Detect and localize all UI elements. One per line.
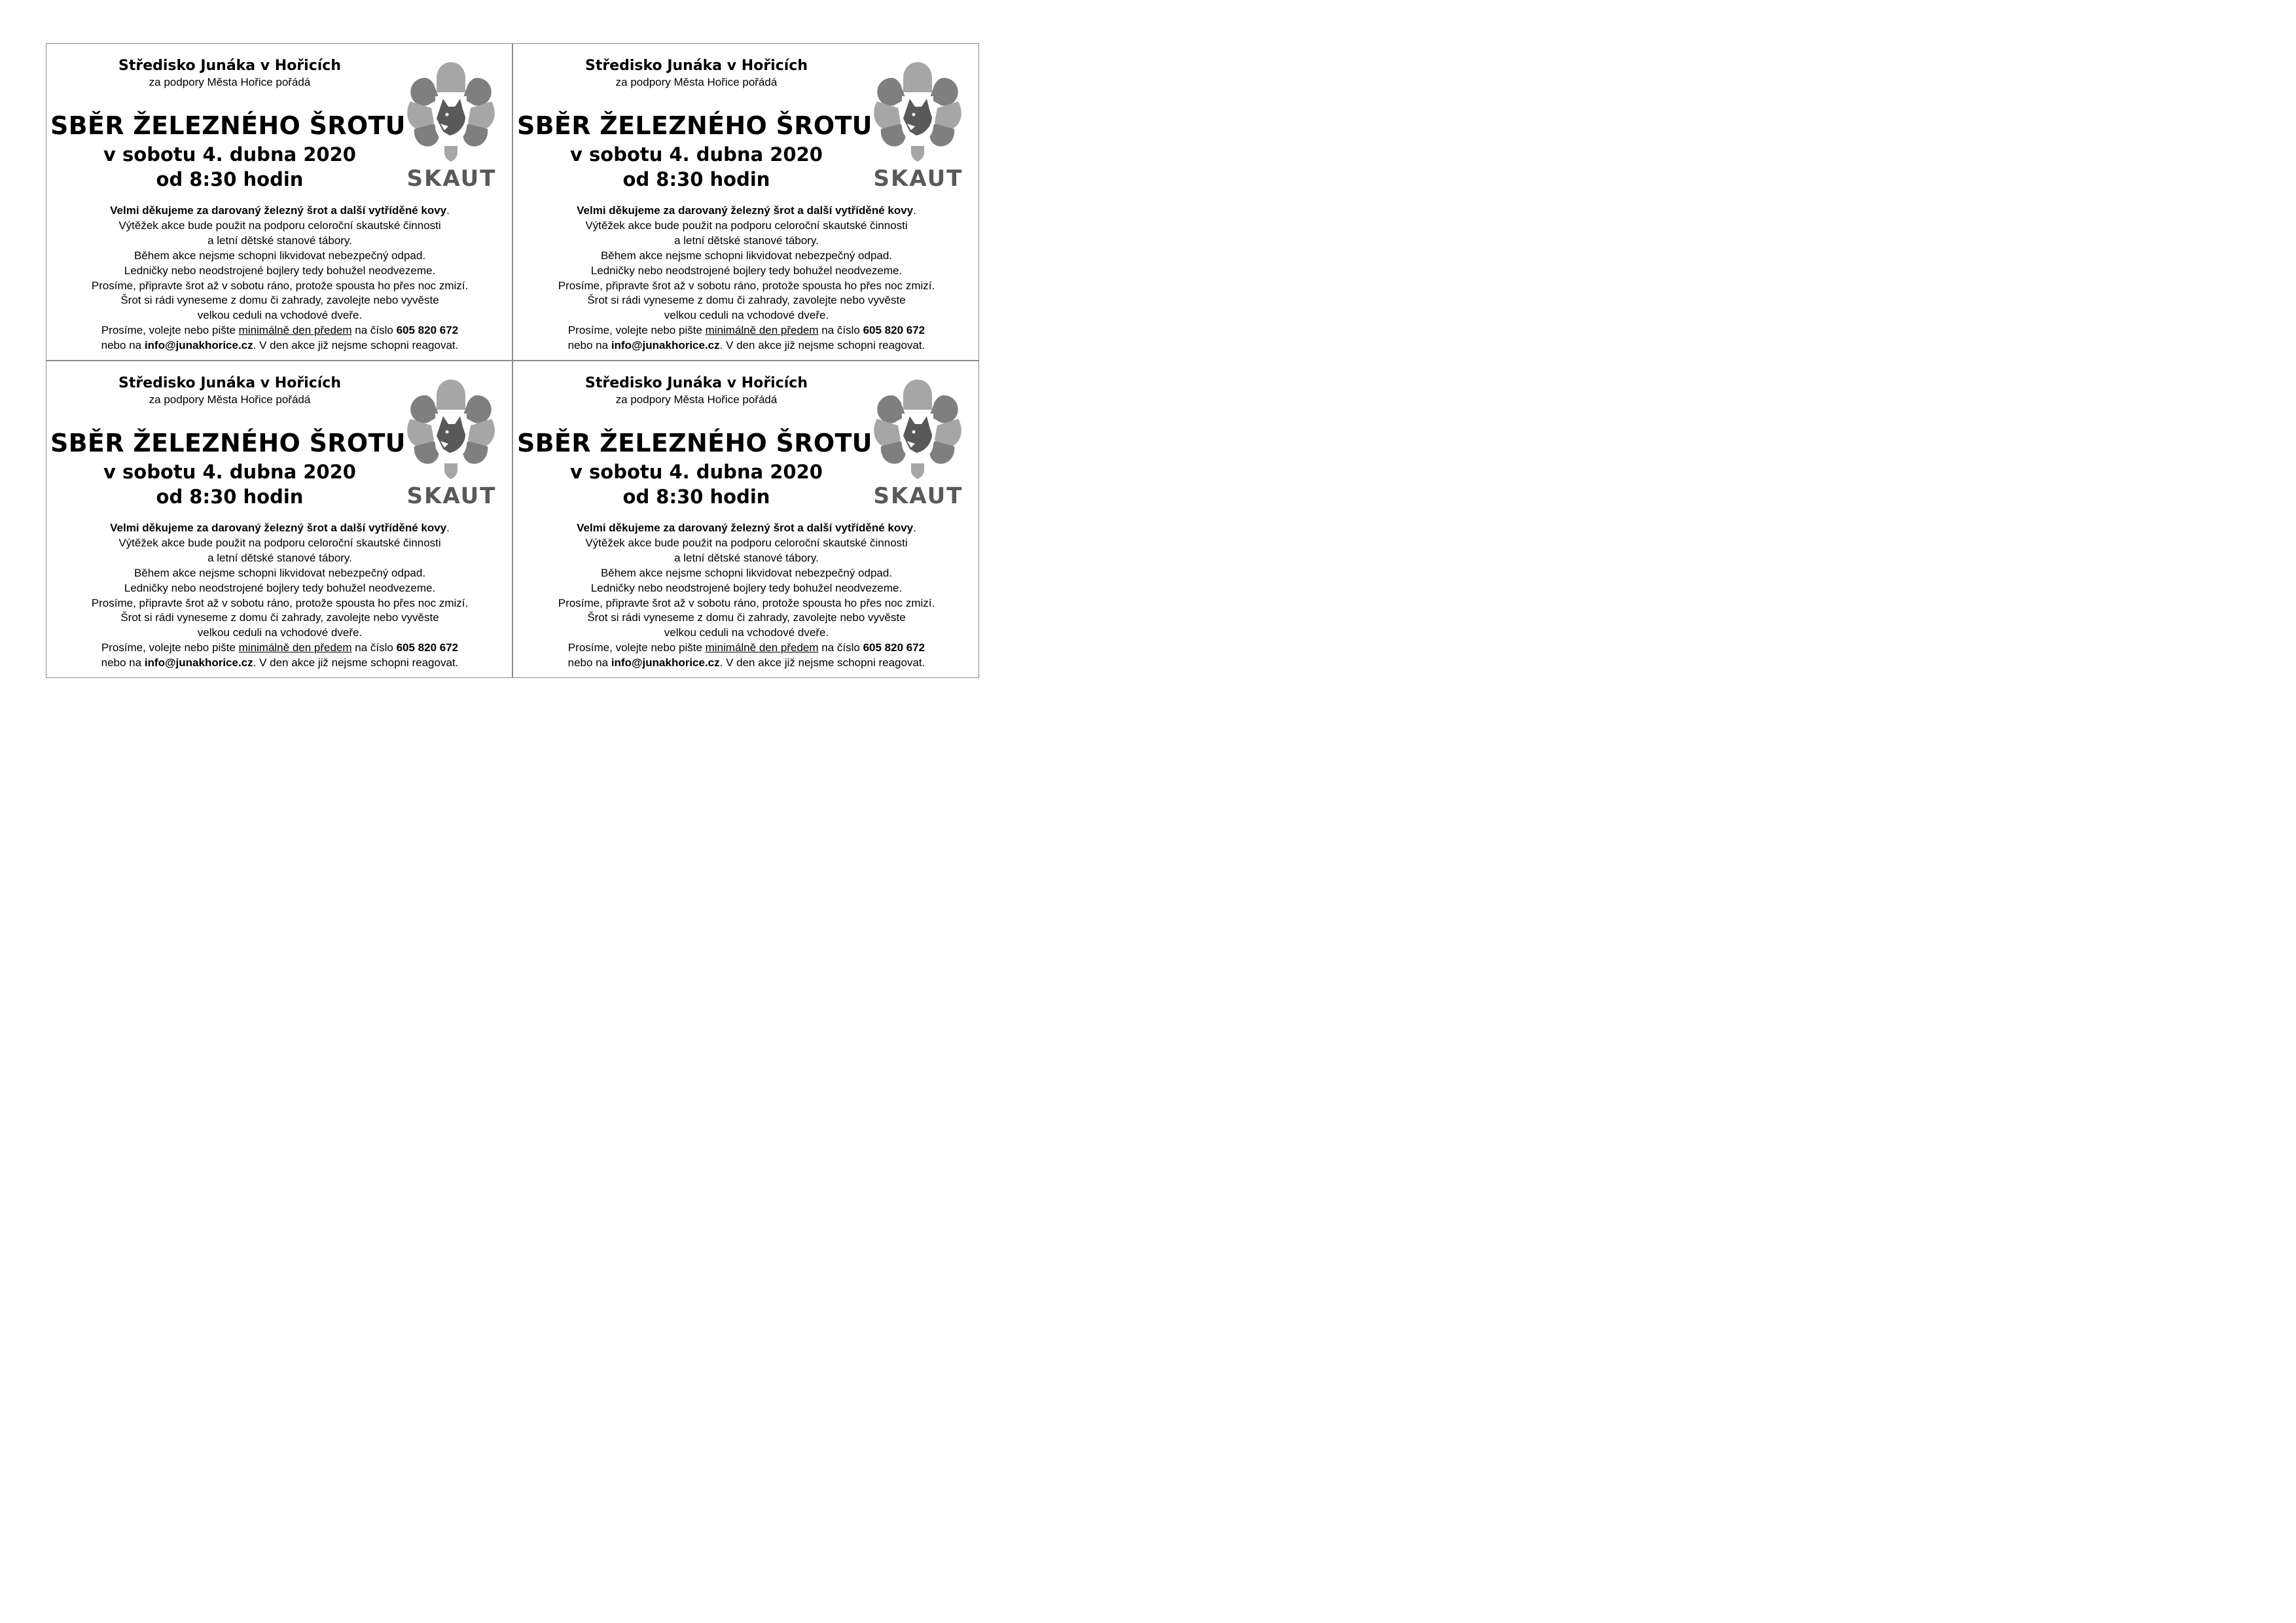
organizer-name: Středisko Junáka v Hořicích bbox=[584, 375, 808, 391]
body-line: Velmi děkujeme za darovaný železný šrot a další vytříděné kovy. bbox=[110, 204, 450, 217]
skaut-lily-icon bbox=[405, 58, 497, 163]
skaut-lily-icon bbox=[872, 58, 963, 163]
body-line: nebo na info@junakhorice.cz. V den akce již nejsme schopni reagovat. bbox=[101, 656, 459, 669]
organizer-name: Středisko Junáka v Hořicích bbox=[118, 58, 342, 74]
body-line: a letní dětské stanové tábory. bbox=[207, 234, 352, 247]
event-date: v sobotu 4. dubna 2020 bbox=[570, 143, 823, 166]
body-line: Šrot si rádi vyneseme z domu či zahrady, zavolejte nebo vyvěste bbox=[120, 611, 439, 624]
body-line: a letní dětské stanové tábory. bbox=[674, 551, 819, 564]
phone-number: 605 820 672 bbox=[863, 641, 925, 654]
skaut-lily-icon bbox=[405, 376, 497, 480]
body-line: Výtěžek akce bude použit na podporu celoroční skautské činnosti bbox=[585, 536, 908, 549]
body-line: velkou ceduli na vchodové dveře. bbox=[197, 309, 363, 322]
body-line: Ledničky nebo neodstrojené bojlery tedy bohužel neodvezeme. bbox=[124, 581, 436, 594]
body-line: a letní dětské stanové tábory. bbox=[674, 234, 819, 247]
skaut-logo-text: SKAUT bbox=[406, 483, 497, 509]
event-date: v sobotu 4. dubna 2020 bbox=[103, 461, 356, 483]
body-line: Šrot si rádi vyneseme z domu či zahrady, zavolejte nebo vyvěste bbox=[587, 611, 906, 624]
event-title: SBĚR ŽELEZNÉHO ŠROTU bbox=[50, 429, 406, 457]
organizer-subtitle: za podpory Města Hořice pořádá bbox=[615, 76, 778, 88]
body-line: nebo na info@junakhorice.cz. V den akce již nejsme schopni reagovat. bbox=[101, 339, 459, 352]
flyer-card-top-left bbox=[46, 43, 512, 361]
flyer-card-bottom-left bbox=[46, 361, 512, 678]
body-line: a letní dětské stanové tábory. bbox=[207, 551, 352, 564]
event-title: SBĚR ŽELEZNÉHO ŠROTU bbox=[517, 111, 872, 140]
body-line: Prosíme, volejte nebo pište minimálně den předem na číslo 605 820 672 bbox=[101, 641, 459, 654]
flyer-card-bottom-right bbox=[512, 361, 979, 678]
flyer-card-top-right bbox=[512, 43, 979, 361]
body-line: Během akce nejsme schopni likvidovat nebezpečný odpad. bbox=[600, 249, 893, 262]
email-address: info@junakhorice.cz bbox=[611, 656, 720, 669]
event-time: od 8:30 hodin bbox=[156, 486, 304, 508]
body-line: Velmi děkujeme za darovaný železný šrot a další vytříděné kovy. bbox=[577, 204, 916, 217]
skaut-lily-icon bbox=[872, 376, 963, 480]
body-line: Prosíme, připravte šrot až v sobotu ráno, protože spousta ho přes noc zmizí. bbox=[91, 596, 469, 609]
body-line: nebo na info@junakhorice.cz. V den akce již nejsme schopni reagovat. bbox=[567, 656, 925, 669]
body-line: Výtěžek akce bude použit na podporu celoroční skautské činnosti bbox=[118, 536, 441, 549]
body-line: Ledničky nebo neodstrojené bojlery tedy bohužel neodvezeme. bbox=[124, 264, 436, 277]
event-date: v sobotu 4. dubna 2020 bbox=[103, 143, 356, 166]
skaut-logo-text: SKAUT bbox=[406, 166, 497, 192]
body-line: velkou ceduli na vchodové dveře. bbox=[664, 309, 829, 322]
phone-number: 605 820 672 bbox=[396, 324, 459, 337]
body-line: velkou ceduli na vchodové dveře. bbox=[664, 626, 829, 639]
phone-number: 605 820 672 bbox=[396, 641, 459, 654]
body-line: Velmi děkujeme za darovaný železný šrot a další vytříděné kovy. bbox=[110, 522, 450, 534]
event-time: od 8:30 hodin bbox=[622, 168, 770, 190]
email-address: info@junakhorice.cz bbox=[611, 339, 720, 352]
event-title: SBĚR ŽELEZNÉHO ŠROTU bbox=[50, 111, 406, 140]
flyer-body bbox=[46, 204, 513, 353]
event-date: v sobotu 4. dubna 2020 bbox=[570, 461, 823, 483]
event-time: od 8:30 hodin bbox=[622, 486, 770, 508]
flyer-body bbox=[513, 204, 980, 353]
event-title: SBĚR ŽELEZNÉHO ŠROTU bbox=[517, 429, 872, 457]
body-line: Během akce nejsme schopni likvidovat nebezpečný odpad. bbox=[134, 249, 426, 262]
body-line: Prosíme, volejte nebo pište minimálně den předem na číslo 605 820 672 bbox=[567, 641, 925, 654]
body-line: velkou ceduli na vchodové dveře. bbox=[197, 626, 363, 639]
organizer-subtitle: za podpory Města Hořice pořádá bbox=[149, 76, 311, 88]
body-line: Prosíme, připravte šrot až v sobotu ráno, protože spousta ho přes noc zmizí. bbox=[91, 279, 469, 292]
body-line: nebo na info@junakhorice.cz. V den akce již nejsme schopni reagovat. bbox=[567, 339, 925, 352]
body-line: Šrot si rádi vyneseme z domu či zahrady, zavolejte nebo vyvěste bbox=[120, 294, 439, 307]
phone-number: 605 820 672 bbox=[863, 324, 925, 337]
body-line: Během akce nejsme schopni likvidovat nebezpečný odpad. bbox=[134, 566, 426, 579]
organizer-name: Středisko Junáka v Hořicích bbox=[584, 58, 808, 74]
organizer-subtitle: za podpory Města Hořice pořádá bbox=[149, 393, 311, 406]
body-line: Prosíme, připravte šrot až v sobotu ráno, protože spousta ho přes noc zmizí. bbox=[558, 279, 935, 292]
skaut-logo-text: SKAUT bbox=[873, 166, 963, 192]
body-line: Výtěžek akce bude použit na podporu celoroční skautské činnosti bbox=[118, 219, 441, 232]
body-line: Šrot si rádi vyneseme z domu či zahrady, zavolejte nebo vyvěste bbox=[587, 294, 906, 307]
body-line: Během akce nejsme schopni likvidovat nebezpečný odpad. bbox=[600, 566, 893, 579]
flyer-body bbox=[513, 521, 980, 671]
flyer-body bbox=[46, 521, 513, 671]
body-line: Prosíme, volejte nebo pište minimálně den předem na číslo 605 820 672 bbox=[101, 324, 459, 337]
email-address: info@junakhorice.cz bbox=[144, 656, 253, 669]
email-address: info@junakhorice.cz bbox=[144, 339, 253, 352]
body-line: Výtěžek akce bude použit na podporu celoroční skautské činnosti bbox=[585, 219, 908, 232]
body-line: Prosíme, volejte nebo pište minimálně den předem na číslo 605 820 672 bbox=[567, 324, 925, 337]
body-line: Ledničky nebo neodstrojené bojlery tedy bohužel neodvezeme. bbox=[590, 581, 903, 594]
skaut-logo-text: SKAUT bbox=[873, 483, 963, 509]
organizer-name: Středisko Junáka v Hořicích bbox=[118, 375, 342, 391]
page bbox=[0, 0, 1021, 722]
event-time: od 8:30 hodin bbox=[156, 168, 304, 190]
body-line: Velmi děkujeme za darovaný železný šrot a další vytříděné kovy. bbox=[577, 522, 916, 534]
body-line: Prosíme, připravte šrot až v sobotu ráno, protože spousta ho přes noc zmizí. bbox=[558, 596, 935, 609]
body-line: Ledničky nebo neodstrojené bojlery tedy bohužel neodvezeme. bbox=[590, 264, 903, 277]
organizer-subtitle: za podpory Města Hořice pořádá bbox=[615, 393, 778, 406]
